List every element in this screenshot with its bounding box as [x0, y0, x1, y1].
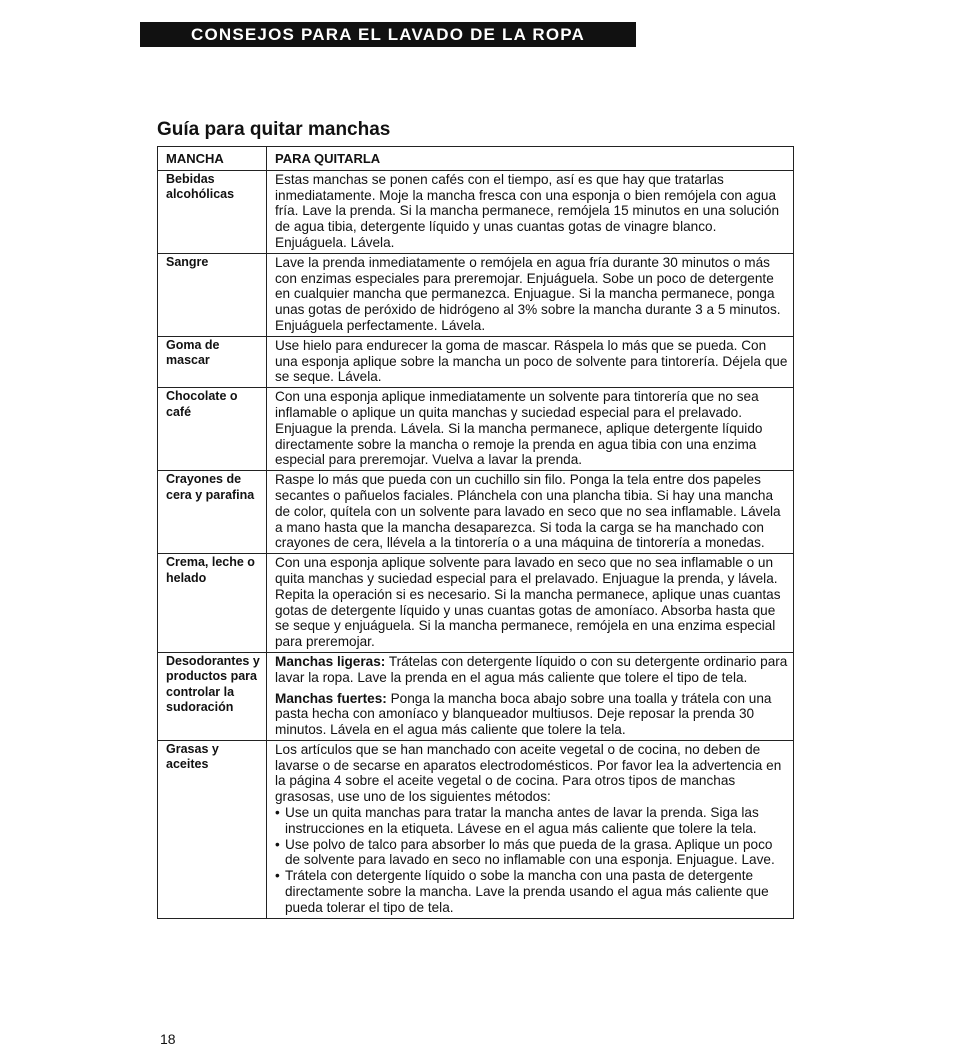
- page-title: Guía para quitar manchas: [157, 119, 391, 140]
- table-row: [158, 471, 794, 554]
- stain-name: Crema, leche o helado: [158, 554, 267, 653]
- table-row: [158, 388, 794, 471]
- stain-name: Grasas y aceites: [158, 740, 267, 918]
- stain-name: Desodorantes y productos para controlar la sudoración: [158, 652, 267, 740]
- stain-name: Goma de mascar: [158, 336, 267, 387]
- list-item: • Use polvo de talco para absorber lo más que pueda de la grasa. Aplique un poco de solvente para lavado en seco no inflamable con una esponja. Enjuague. Lave.: [285, 837, 788, 869]
- stain-remedy: [267, 652, 794, 740]
- section-banner: CONSEJOS PARA EL LAVADO DE LA ROPA: [140, 22, 636, 47]
- stain-remedy: Con una esponja aplique solvente para lavado en seco que no sea inflamable o un quita manchas y suciedad especial para el prelavado. Enjuague la prenda, y lávela. Repita la operación si es necesario. Si la mancha permanece, aplique unas cuantas gotas de detergente líquido y unas cuantas gotas de amoníaco. Absorba hasta que se seque y enjuáguela. Si la mancha permanece, remójela en una enzima especial para preremojar.: [267, 554, 794, 653]
- table-row: [158, 554, 794, 653]
- column-header-remedy: PARA QUITARLA: [267, 147, 794, 171]
- table-row: [158, 253, 794, 336]
- table-row: [158, 652, 794, 740]
- stain-remedy: Lave la prenda inmediatamente o remójela en agua fría durante 30 minutos o más con enzimas especiales para preremojar. Enjuáguela. Sobe un poco de detergente en cualquier mancha que permanezca. Enjuague. Si la mancha permanece, ponga unas gotas de peróxido de hidrógeno al 3% sobre la mancha durante 3 a 5 minutos. Enjuáguela perfectamente. Lávela.: [267, 253, 794, 336]
- heavy-stains-paragraph: [275, 691, 788, 738]
- stain-remedy: [267, 740, 794, 918]
- grease-methods-list: [275, 805, 788, 916]
- table-row: [158, 336, 794, 387]
- light-stains-label: Manchas ligeras:: [275, 653, 386, 669]
- table-row: [158, 170, 794, 253]
- list-item: • Use un quita manchas para tratar la mancha antes de lavar la prenda. Siga las instrucciones en la etiqueta. Lávese en el agua más caliente que tolere la tela.: [285, 805, 788, 837]
- stain-name: Sangre: [158, 253, 267, 336]
- light-stains-text: Trátelas con detergente líquido o con su detergente ordinario para lavar la ropa. Lave la prenda en el agua más caliente que tolere el tipo de tela.: [275, 653, 788, 685]
- heavy-stains-text: Ponga la mancha boca abajo sobre una toalla y trátela con una pasta hecha con amoníaco y blanqueador multiusos. Deje reposar la prenda 30 minutos. Lávela en el agua más caliente que tolere la tela.: [275, 690, 772, 738]
- table-row: [158, 740, 794, 918]
- stain-removal-table: [157, 146, 794, 919]
- list-item: • Trátela con detergente líquido o sobe la mancha con una pasta de detergente directamente sobre la mancha. Lave la prenda usando el agua más caliente que pueda tolerar el tipo de tela.: [285, 868, 788, 915]
- heavy-stains-label: Manchas fuertes:: [275, 690, 387, 706]
- grease-intro: Los artículos que se han manchado con aceite vegetal o de cocina, no deben de lavarse o de secarse en aparatos electrodomésticos. Por favor lea la advertencia en la página 4 sobre el aceite vegetal o de cocina. Para otros tipos de manchas grasosas, use uno de los siguientes métodos:: [275, 741, 782, 805]
- stain-remedy: Con una esponja aplique inmediatamente un solvente para tintorería que no sea inflamable o aplique un quita manchas y suciedad especial para el prelavado. Enjuague la prenda. Lávela. Si la mancha permanece, aplique detergente líquido directamente sobre la mancha o remoje la prenda en agua tibia con una enzima especial para preremojar. Vuelva a lavar la prenda.: [267, 388, 794, 471]
- stain-name: Bebidas alcohólicas: [158, 170, 267, 253]
- column-header-stain: MANCHA: [158, 147, 267, 171]
- stain-name: Crayones de cera y parafina: [158, 471, 267, 554]
- page-number: 18: [160, 1031, 176, 1047]
- stain-name: Chocolate o café: [158, 388, 267, 471]
- stain-remedy: Use hielo para endurecer la goma de mascar. Ráspela lo más que se pueda. Con una esponja aplique sobre la mancha un poco de solvente para tintorería. Déjela que se seque. Lávela.: [267, 336, 794, 387]
- stain-remedy: Estas manchas se ponen cafés con el tiempo, así es que hay que tratarlas inmediatamente. Moje la mancha fresca con una esponja o bien remójela con agua fría. Lave la prenda. Si la mancha permanece, remójela 15 minutos en una solución de agua tibia, detergente líquido y unas cuantas gotas de vinagre blanco. Enjuáguela. Lávela.: [267, 170, 794, 253]
- table-header-row: [158, 147, 794, 171]
- light-stains-paragraph: [275, 654, 788, 686]
- stain-remedy: Raspe lo más que pueda con un cuchillo sin filo. Ponga la tela entre dos papeles secantes o pañuelos faciales. Plánchela con una plancha tibia. Si hay una mancha de color, quítela con un solvente para lavado en seco que no sea inflamable. Lávela a mano hasta que la mancha desaparezca. Si toda la carga se ha manchado con crayones de cera, llévela a la tintorería o a una máquina de tintorería a monedas.: [267, 471, 794, 554]
